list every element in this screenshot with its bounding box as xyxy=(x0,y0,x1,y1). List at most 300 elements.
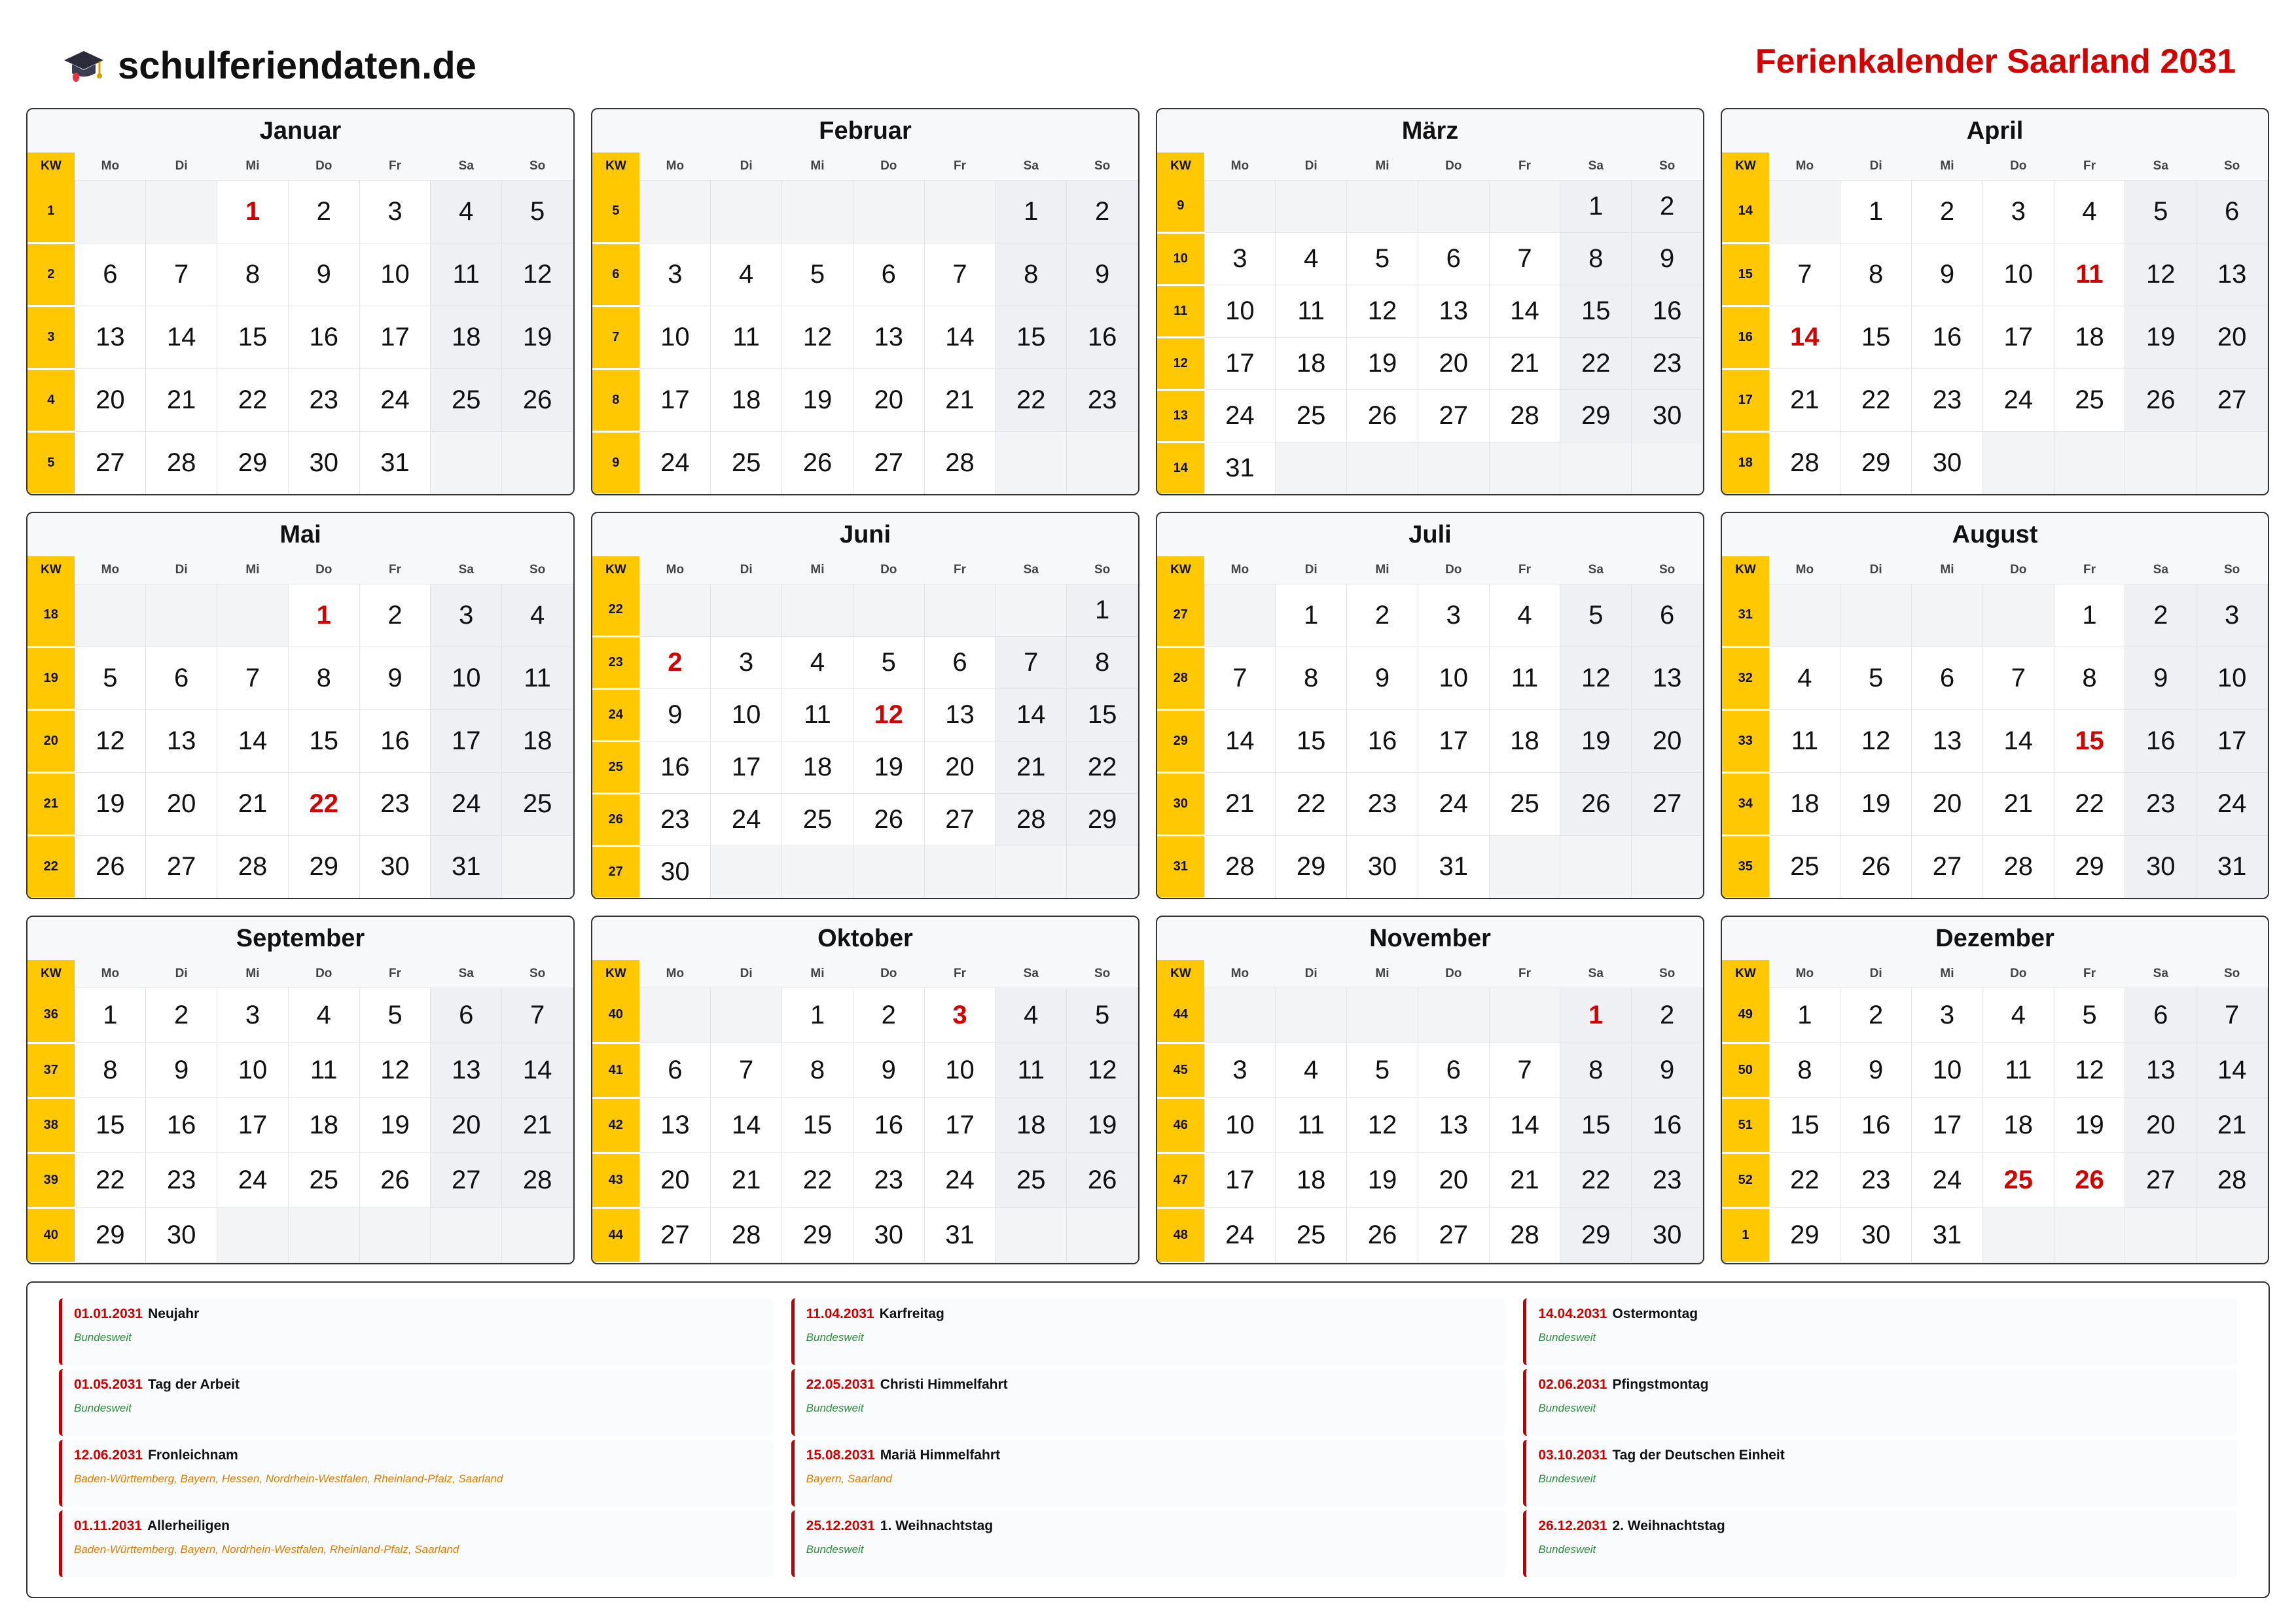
holiday-day-cell: 1 xyxy=(217,181,289,243)
weekday-header: Mo xyxy=(1204,960,1276,988)
weekday-header: Di xyxy=(1276,960,1347,988)
week-number: 27 xyxy=(592,846,639,899)
day-cell: 8 xyxy=(288,647,359,710)
day-cell: 27 xyxy=(2197,369,2268,432)
empty-day-cell xyxy=(431,432,502,495)
holiday-name: Neujahr xyxy=(148,1306,200,1321)
week-number: 1 xyxy=(27,181,75,243)
day-cell: 29 xyxy=(1067,794,1138,846)
empty-day-cell xyxy=(146,584,217,647)
day-cell: 27 xyxy=(853,432,924,495)
weekday-header: Di xyxy=(146,556,217,584)
day-cell: 12 xyxy=(1840,710,1912,773)
holiday-regions: Bundesweit xyxy=(806,1331,864,1344)
day-cell: 26 xyxy=(1560,773,1632,836)
week-number: 49 xyxy=(1722,988,1769,1043)
day-cell: 23 xyxy=(146,1153,217,1208)
weekday-header: Fr xyxy=(924,960,996,988)
weekday-header: Do xyxy=(288,152,359,181)
day-cell: 18 xyxy=(711,369,782,432)
empty-day-cell xyxy=(2125,432,2197,495)
day-cell: 29 xyxy=(75,1208,146,1263)
day-cell: 23 xyxy=(2125,773,2197,836)
day-cell: 1 xyxy=(1276,584,1347,647)
day-cell: 13 xyxy=(431,1043,502,1098)
day-cell: 29 xyxy=(1560,390,1632,442)
day-cell: 14 xyxy=(1204,710,1276,773)
day-cell: 21 xyxy=(2197,1098,2268,1153)
weekday-header: Do xyxy=(288,556,359,584)
empty-day-cell xyxy=(1204,584,1276,647)
day-cell: 28 xyxy=(1489,390,1560,442)
day-cell: 14 xyxy=(996,689,1067,741)
month-card xyxy=(26,108,575,495)
day-cell: 23 xyxy=(1632,338,1703,390)
day-cell: 11 xyxy=(1276,1098,1347,1153)
weekday-header: Di xyxy=(146,152,217,181)
weekday-header: So xyxy=(502,152,573,181)
day-cell: 15 xyxy=(1560,285,1632,338)
day-cell: 5 xyxy=(1560,584,1632,647)
day-cell: 28 xyxy=(1982,836,2054,899)
day-cell: 5 xyxy=(75,647,146,710)
weekday-header: Mo xyxy=(75,556,146,584)
week-number: 22 xyxy=(592,584,639,637)
day-cell: 9 xyxy=(1912,243,1983,306)
holiday-regions: Bundesweit xyxy=(74,1402,132,1414)
day-cell: 4 xyxy=(1489,584,1560,647)
weekday-header: Sa xyxy=(996,556,1067,584)
day-cell: 15 xyxy=(1769,1098,1840,1153)
empty-day-cell xyxy=(711,846,782,899)
day-cell: 8 xyxy=(1560,1043,1632,1098)
holiday-item xyxy=(1523,1510,2237,1577)
day-cell: 3 xyxy=(639,243,711,306)
month-table xyxy=(592,152,1138,495)
day-cell: 22 xyxy=(2054,773,2125,836)
day-cell: 27 xyxy=(1912,836,1983,899)
weekday-header: Di xyxy=(1840,960,1912,988)
day-cell: 14 xyxy=(502,1043,573,1098)
site-logo[interactable] xyxy=(63,39,476,92)
day-cell: 14 xyxy=(1489,1098,1560,1153)
day-cell: 25 xyxy=(711,432,782,495)
month-name: Dezember xyxy=(1935,925,2054,952)
day-cell: 18 xyxy=(1276,1153,1347,1208)
day-cell: 16 xyxy=(1347,710,1418,773)
month-table xyxy=(1157,960,1703,1264)
holiday-title xyxy=(74,1306,761,1322)
day-cell: 23 xyxy=(1840,1153,1912,1208)
kw-header: KW xyxy=(27,152,75,181)
holiday-item xyxy=(791,1298,1505,1365)
day-cell: 5 xyxy=(2054,988,2125,1043)
holiday-name: Karfreitag xyxy=(879,1306,944,1321)
month-card xyxy=(591,512,1139,899)
day-cell: 2 xyxy=(146,988,217,1043)
day-cell: 20 xyxy=(2197,306,2268,369)
day-cell: 15 xyxy=(782,1098,853,1153)
month-name: April xyxy=(1966,117,2024,145)
weekday-header: Mi xyxy=(1347,556,1418,584)
empty-day-cell xyxy=(1560,836,1632,899)
holiday-regions: Bayern, Saarland xyxy=(806,1472,893,1485)
day-cell: 20 xyxy=(2125,1098,2197,1153)
day-cell: 1 xyxy=(2054,584,2125,647)
empty-day-cell xyxy=(1769,181,1840,243)
day-cell: 21 xyxy=(996,741,1067,794)
holiday-name: 2. Weihnachtstag xyxy=(1612,1518,1725,1533)
day-cell: 4 xyxy=(1276,1043,1347,1098)
day-cell: 19 xyxy=(1067,1098,1138,1153)
month-table xyxy=(1722,556,2268,899)
weekday-header: So xyxy=(502,960,573,988)
day-cell: 9 xyxy=(359,647,431,710)
weekday-header: Fr xyxy=(924,556,996,584)
weekday-header: Mo xyxy=(639,152,711,181)
graduation-cap-icon xyxy=(63,46,105,85)
day-cell: 15 xyxy=(996,306,1067,369)
empty-day-cell xyxy=(75,181,146,243)
day-cell: 7 xyxy=(924,243,996,306)
day-cell: 10 xyxy=(1204,1098,1276,1153)
kw-header: KW xyxy=(1157,556,1204,584)
day-cell: 5 xyxy=(782,243,853,306)
day-cell: 17 xyxy=(1204,338,1276,390)
day-cell: 12 xyxy=(782,306,853,369)
day-cell: 14 xyxy=(146,306,217,369)
day-cell: 6 xyxy=(2197,181,2268,243)
day-cell: 12 xyxy=(75,710,146,773)
day-cell: 10 xyxy=(1982,243,2054,306)
holiday-title xyxy=(1538,1377,2225,1393)
day-cell: 31 xyxy=(2197,836,2268,899)
week-number: 18 xyxy=(1722,432,1769,495)
day-cell: 19 xyxy=(75,773,146,836)
week-number: 32 xyxy=(1722,647,1769,710)
weekday-header: Fr xyxy=(1489,556,1560,584)
day-cell: 10 xyxy=(431,647,502,710)
day-cell: 24 xyxy=(1204,390,1276,442)
day-cell: 9 xyxy=(1067,243,1138,306)
day-cell: 4 xyxy=(2054,181,2125,243)
day-cell: 22 xyxy=(1560,1153,1632,1208)
holiday-date: 15.08.2031 xyxy=(806,1448,875,1463)
day-cell: 8 xyxy=(1769,1043,1840,1098)
week-number: 9 xyxy=(592,432,639,495)
weekday-header: Mi xyxy=(1912,960,1983,988)
day-cell: 6 xyxy=(75,243,146,306)
holiday-item xyxy=(791,1510,1505,1577)
day-cell: 5 xyxy=(1347,233,1418,285)
day-cell: 14 xyxy=(924,306,996,369)
day-cell: 7 xyxy=(146,243,217,306)
empty-day-cell xyxy=(1632,836,1703,899)
holiday-regions: Bundesweit xyxy=(806,1543,864,1556)
month-card xyxy=(591,916,1139,1264)
day-cell: 11 xyxy=(288,1043,359,1098)
week-number: 50 xyxy=(1722,1043,1769,1098)
weekday-header: Sa xyxy=(996,152,1067,181)
day-cell: 25 xyxy=(1769,836,1840,899)
month-table xyxy=(1157,556,1703,899)
day-cell: 2 xyxy=(853,988,924,1043)
holiday-date: 25.12.2031 xyxy=(806,1518,875,1533)
day-cell: 28 xyxy=(1204,836,1276,899)
kw-header: KW xyxy=(27,556,75,584)
week-number: 5 xyxy=(592,181,639,243)
day-cell: 29 xyxy=(217,432,289,495)
day-cell: 2 xyxy=(359,584,431,647)
empty-day-cell xyxy=(1067,432,1138,495)
day-cell: 16 xyxy=(1632,1098,1703,1153)
day-cell: 6 xyxy=(1418,1043,1489,1098)
day-cell: 10 xyxy=(639,306,711,369)
day-cell: 12 xyxy=(1560,647,1632,710)
holiday-name: 1. Weihnachtstag xyxy=(880,1518,994,1533)
day-cell: 29 xyxy=(1560,1208,1632,1263)
day-cell: 28 xyxy=(924,432,996,495)
day-cell: 20 xyxy=(1632,710,1703,773)
empty-day-cell xyxy=(639,584,711,637)
day-cell: 20 xyxy=(639,1153,711,1208)
day-cell: 14 xyxy=(711,1098,782,1153)
day-cell: 16 xyxy=(639,741,711,794)
day-cell: 19 xyxy=(1347,1153,1418,1208)
week-number: 36 xyxy=(27,988,75,1043)
day-cell: 24 xyxy=(639,432,711,495)
month-card xyxy=(1156,916,1704,1264)
day-cell: 20 xyxy=(1418,338,1489,390)
week-number: 3 xyxy=(27,306,75,369)
holiday-name: Fronleichnam xyxy=(148,1448,238,1463)
day-cell: 11 xyxy=(1982,1043,2054,1098)
day-cell: 30 xyxy=(146,1208,217,1263)
day-cell: 21 xyxy=(1204,773,1276,836)
week-number: 45 xyxy=(1157,1043,1204,1098)
week-number: 38 xyxy=(27,1098,75,1153)
week-number: 18 xyxy=(27,584,75,647)
day-cell: 25 xyxy=(1489,773,1560,836)
day-cell: 24 xyxy=(359,369,431,432)
holiday-day-cell: 15 xyxy=(2054,710,2125,773)
week-number: 6 xyxy=(592,243,639,306)
week-number: 48 xyxy=(1157,1208,1204,1263)
month-card xyxy=(1721,512,2269,899)
day-cell: 5 xyxy=(1347,1043,1418,1098)
day-cell: 29 xyxy=(1840,432,1912,495)
empty-day-cell xyxy=(1840,584,1912,647)
day-cell: 28 xyxy=(1769,432,1840,495)
weekday-header: Fr xyxy=(359,152,431,181)
holiday-day-cell: 2 xyxy=(639,637,711,689)
day-cell: 6 xyxy=(924,637,996,689)
empty-day-cell xyxy=(1276,181,1347,233)
week-number: 2 xyxy=(27,243,75,306)
site-name: schulferiendaten.de xyxy=(118,44,476,87)
weekday-header: Do xyxy=(853,556,924,584)
holiday-name: Tag der Arbeit xyxy=(148,1377,240,1392)
day-cell: 7 xyxy=(502,988,573,1043)
day-cell: 16 xyxy=(853,1098,924,1153)
holiday-name: Allerheiligen xyxy=(147,1518,230,1533)
day-cell: 16 xyxy=(1632,285,1703,338)
day-cell: 17 xyxy=(639,369,711,432)
day-cell: 8 xyxy=(1067,637,1138,689)
month-table xyxy=(592,960,1138,1264)
month-table xyxy=(592,556,1138,899)
day-cell: 1 xyxy=(1840,181,1912,243)
day-cell: 2 xyxy=(1912,181,1983,243)
holiday-date: 01.05.2031 xyxy=(74,1377,143,1392)
empty-day-cell xyxy=(1067,1208,1138,1263)
day-cell: 5 xyxy=(853,637,924,689)
day-cell: 17 xyxy=(2197,710,2268,773)
day-cell: 21 xyxy=(1489,338,1560,390)
weekday-header: Fr xyxy=(924,152,996,181)
day-cell: 6 xyxy=(1418,233,1489,285)
holiday-item xyxy=(59,1369,773,1436)
day-cell: 19 xyxy=(1347,338,1418,390)
day-cell: 19 xyxy=(2054,1098,2125,1153)
day-cell: 23 xyxy=(288,369,359,432)
empty-day-cell xyxy=(288,1208,359,1263)
day-cell: 28 xyxy=(996,794,1067,846)
empty-day-cell xyxy=(502,836,573,899)
day-cell: 14 xyxy=(217,710,289,773)
day-cell: 30 xyxy=(853,1208,924,1263)
empty-day-cell xyxy=(1418,442,1489,495)
day-cell: 22 xyxy=(1840,369,1912,432)
day-cell: 13 xyxy=(75,306,146,369)
day-cell: 4 xyxy=(1769,647,1840,710)
week-number: 9 xyxy=(1157,181,1204,233)
day-cell: 23 xyxy=(1067,369,1138,432)
holiday-title xyxy=(74,1518,761,1534)
day-cell: 13 xyxy=(2197,243,2268,306)
day-cell: 24 xyxy=(431,773,502,836)
day-cell: 1 xyxy=(1769,988,1840,1043)
day-cell: 22 xyxy=(1276,773,1347,836)
month-table xyxy=(27,152,573,495)
day-cell: 10 xyxy=(1418,647,1489,710)
day-cell: 17 xyxy=(711,741,782,794)
kw-header: KW xyxy=(1722,152,1769,181)
empty-day-cell xyxy=(1276,442,1347,495)
day-cell: 22 xyxy=(75,1153,146,1208)
holiday-day-cell: 25 xyxy=(1982,1153,2054,1208)
weekday-header: So xyxy=(2197,556,2268,584)
day-cell: 8 xyxy=(75,1043,146,1098)
week-number: 35 xyxy=(1722,836,1769,899)
holiday-date: 22.05.2031 xyxy=(806,1377,875,1392)
day-cell: 22 xyxy=(1560,338,1632,390)
day-cell: 27 xyxy=(75,432,146,495)
day-cell: 8 xyxy=(782,1043,853,1098)
day-cell: 24 xyxy=(1418,773,1489,836)
week-number: 19 xyxy=(27,647,75,710)
holiday-regions: Baden-Württemberg, Bayern, Nordrhein-Westfalen, Rheinland-Pfalz, Saarland xyxy=(74,1543,459,1556)
weekday-header: Sa xyxy=(2125,556,2197,584)
months-grid xyxy=(26,108,2270,1264)
weekday-header: Do xyxy=(1982,152,2054,181)
empty-day-cell xyxy=(1067,846,1138,899)
empty-day-cell xyxy=(2197,1208,2268,1263)
day-cell: 7 xyxy=(217,647,289,710)
weekday-header: Do xyxy=(1418,152,1489,181)
weekday-header: So xyxy=(1632,152,1703,181)
day-cell: 17 xyxy=(1204,1153,1276,1208)
weekday-header: Sa xyxy=(1560,556,1632,584)
day-cell: 26 xyxy=(2125,369,2197,432)
holiday-regions: Bundesweit xyxy=(1538,1402,1596,1414)
page-header xyxy=(0,0,2296,105)
day-cell: 17 xyxy=(1912,1098,1983,1153)
day-cell: 26 xyxy=(853,794,924,846)
day-cell: 3 xyxy=(217,988,289,1043)
day-cell: 6 xyxy=(1912,647,1983,710)
day-cell: 2 xyxy=(1840,988,1912,1043)
day-cell: 22 xyxy=(1067,741,1138,794)
day-cell: 19 xyxy=(1840,773,1912,836)
day-cell: 18 xyxy=(1489,710,1560,773)
day-cell: 8 xyxy=(1276,647,1347,710)
day-cell: 13 xyxy=(1912,710,1983,773)
holiday-day-cell: 1 xyxy=(288,584,359,647)
kw-header: KW xyxy=(1157,152,1204,181)
kw-header: KW xyxy=(592,556,639,584)
month-card xyxy=(1156,108,1704,495)
week-number: 27 xyxy=(1157,584,1204,647)
empty-day-cell xyxy=(502,1208,573,1263)
weekday-header: Di xyxy=(1276,152,1347,181)
day-cell: 18 xyxy=(1276,338,1347,390)
day-cell: 4 xyxy=(1276,233,1347,285)
day-cell: 8 xyxy=(217,243,289,306)
day-cell: 6 xyxy=(146,647,217,710)
empty-day-cell xyxy=(711,181,782,243)
day-cell: 24 xyxy=(1204,1208,1276,1263)
week-number: 34 xyxy=(1722,773,1769,836)
day-cell: 15 xyxy=(1276,710,1347,773)
holiday-regions: Bundesweit xyxy=(1538,1543,1596,1556)
month-name: Oktober xyxy=(817,925,913,952)
day-cell: 3 xyxy=(711,637,782,689)
week-number: 30 xyxy=(1157,773,1204,836)
day-cell: 4 xyxy=(288,988,359,1043)
holiday-title xyxy=(1538,1306,2225,1322)
day-cell: 26 xyxy=(782,432,853,495)
weekday-header: Fr xyxy=(359,960,431,988)
day-cell: 11 xyxy=(1489,647,1560,710)
day-cell: 17 xyxy=(217,1098,289,1153)
day-cell: 7 xyxy=(1982,647,2054,710)
day-cell: 25 xyxy=(431,369,502,432)
day-cell: 16 xyxy=(146,1098,217,1153)
weekday-header: Fr xyxy=(2054,556,2125,584)
weekday-header: Do xyxy=(1418,556,1489,584)
holiday-name: Tag der Deutschen Einheit xyxy=(1612,1448,1785,1463)
empty-day-cell xyxy=(639,988,711,1043)
weekday-header: Sa xyxy=(996,960,1067,988)
weekday-header: Do xyxy=(1418,960,1489,988)
holiday-date: 26.12.2031 xyxy=(1538,1518,1607,1533)
month-name: Juni xyxy=(839,521,891,548)
empty-day-cell xyxy=(1204,181,1276,233)
week-number: 44 xyxy=(592,1208,639,1263)
week-number: 46 xyxy=(1157,1098,1204,1153)
weekday-header: Mo xyxy=(1769,960,1840,988)
